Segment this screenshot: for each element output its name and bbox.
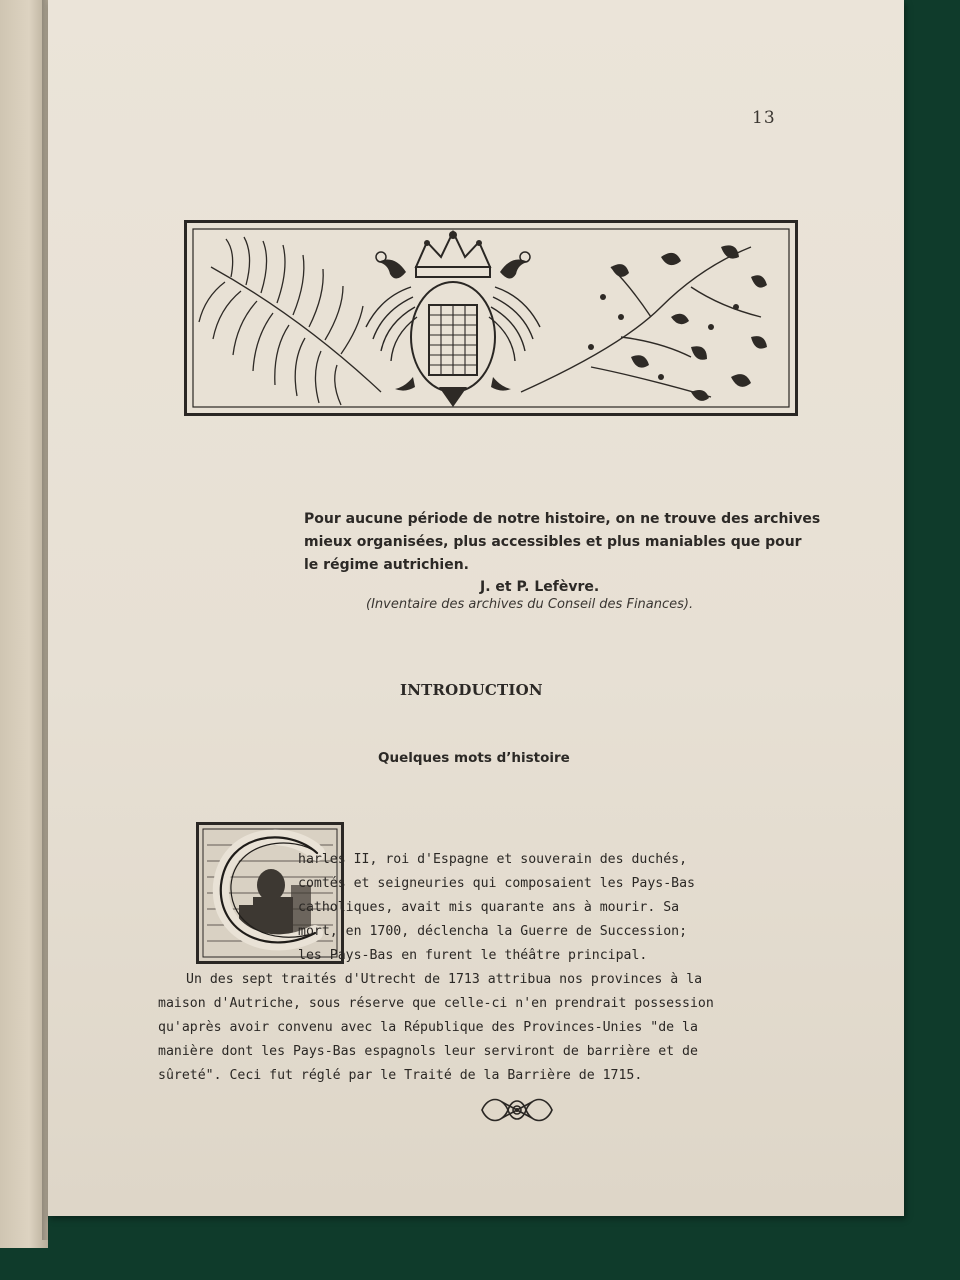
body-line: sûreté". Ceci fut réglé par le Traité de la Barrière de 1715. bbox=[158, 1068, 643, 1083]
body-line: catholiques, avait mis quarante ans à mourir. Sa bbox=[298, 900, 680, 915]
book-page bbox=[48, 0, 904, 1216]
epigraph-line: le régime autrichien. bbox=[304, 557, 469, 573]
knotwork-ornament-icon bbox=[478, 1090, 556, 1130]
epigraph-line: mieux organisées, plus accessibles et plus maniables que pour bbox=[304, 534, 802, 550]
epigraph-author: J. et P. Lefèvre. bbox=[480, 579, 600, 595]
page-number: 13 bbox=[752, 108, 776, 128]
epigraph-source: (Inventaire des archives du Conseil des Finances). bbox=[366, 597, 694, 612]
body-line: les Pays-Bas en furent le théâtre principal. bbox=[298, 948, 648, 963]
section-title: INTRODUCTION bbox=[400, 681, 543, 699]
body-line: qu'après avoir convenu avec la République des Provinces-Unies "de la bbox=[158, 1020, 698, 1035]
heraldic-eagle-icon bbox=[191, 227, 791, 409]
epigraph-line: Pour aucune période de notre histoire, on ne trouve des archives bbox=[304, 511, 821, 527]
illuminated-initial-icon bbox=[199, 825, 341, 961]
previous-page-edge bbox=[0, 0, 48, 1248]
body-line: manière dont les Pays-Bas espagnols leur serviront de barrière et de bbox=[158, 1044, 698, 1059]
body-line: harles II, roi d'Espagne et souverain des duchés, bbox=[298, 852, 688, 867]
drop-cap-initial bbox=[196, 822, 344, 964]
headpiece-engraving bbox=[184, 220, 798, 416]
body-line: Un des sept traités d'Utrecht de 1713 attribua nos provinces à la bbox=[186, 972, 703, 987]
body-line: maison d'Autriche, sous réserve que celle-ci n'en prendrait possession bbox=[158, 996, 714, 1011]
body-line: mort, en 1700, déclencha la Guerre de Succession; bbox=[298, 924, 688, 939]
body-line: comtés et seigneuries qui composaient les Pays-Bas bbox=[298, 876, 695, 891]
section-subtitle: Quelques mots d’histoire bbox=[378, 750, 570, 766]
epigraph-quote bbox=[304, 508, 844, 577]
